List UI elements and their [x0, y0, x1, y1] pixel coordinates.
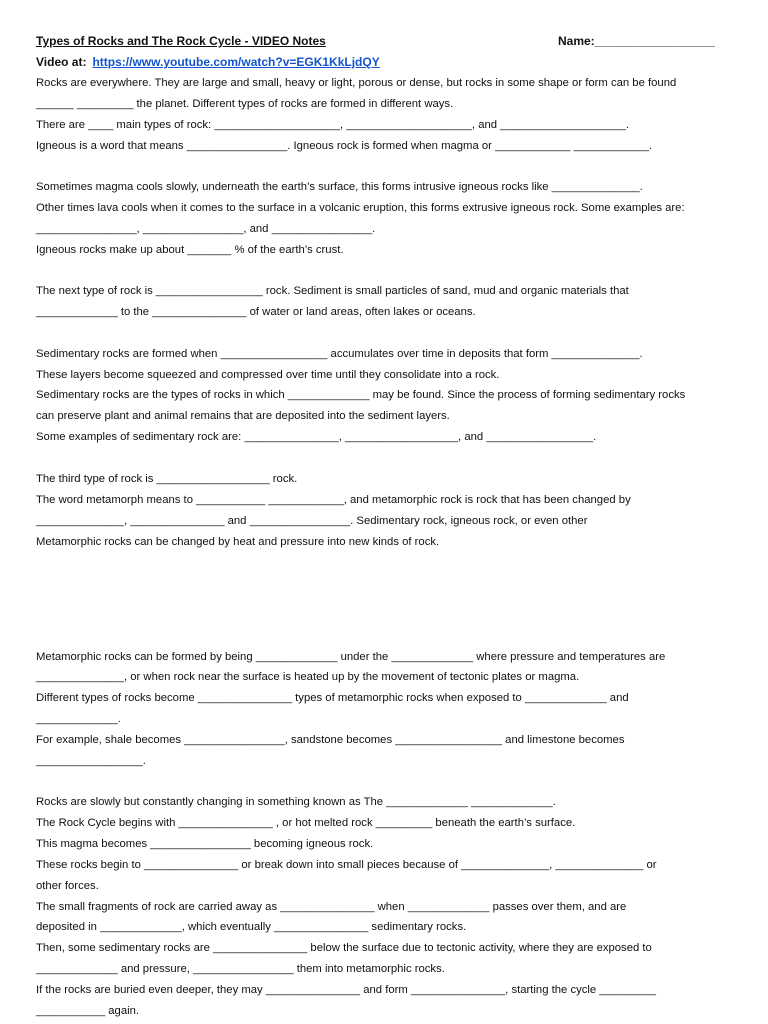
text-line: Then, some sedimentary rocks are _______________ below the surface due to tectonic activity, where they are exposed to — [36, 942, 652, 954]
text-line: Sedimentary rocks are the types of rocks in which _____________ may be found. Since the process of forming sedimentary rocks — [36, 389, 686, 401]
text-line: The word metamorph means to ___________ ____________, and metamorphic rock is rock that has been changed by — [36, 494, 631, 506]
text-line: The third type of rock is __________________ rock. — [36, 473, 298, 485]
text-line: _____________ to the _______________ of water or land areas, often lakes or oceans. — [36, 306, 476, 318]
worksheet-header — [36, 34, 736, 48]
text-line: These rocks begin to _______________ or break down into small pieces because of ______________, ______________ or — [36, 859, 657, 871]
text-line: The Rock Cycle begins with _______________ , or hot melted rock _________ beneath the earth’s surface. — [36, 817, 576, 829]
text-line: Metamorphic rocks can be formed by being _____________ under the _____________ where pressure and temperatures are — [36, 651, 666, 663]
text-line: Some examples of sedimentary rock are: _______________, __________________, and _________________. — [36, 431, 597, 443]
text-line: Igneous is a word that means ________________. Igneous rock is formed when magma or ____________ ____________. — [36, 140, 653, 152]
text-line: For example, shale becomes ________________, sandstone becomes _________________ and limestone becomes — [36, 734, 625, 746]
text-line: Rocks are everywhere. They are large and small, heavy or light, porous or dense, but rocks in some shape or form can be found — [36, 77, 677, 89]
video-link[interactable]: https://www.youtube.com/watch?v=EGK1KkLjdQY — [92, 55, 380, 69]
text-line: ________________, ________________, and ________________. — [36, 223, 376, 235]
text-line: Rocks are slowly but constantly changing in something known as The _____________ _____________. — [36, 796, 556, 808]
text-line: This magma becomes ________________ becoming igneous rock. — [36, 838, 374, 850]
video-label: Video at: — [36, 55, 87, 69]
text-line: can preserve plant and animal remains that are deposited into the sediment layers. — [36, 410, 450, 422]
worksheet-title: Types of Rocks and The Rock Cycle - VIDEO Notes — [36, 34, 326, 48]
text-line: Sedimentary rocks are formed when _________________ accumulates over time in deposits that form ______________. — [36, 348, 643, 360]
text-line: Igneous rocks make up about _______ % of the earth’s crust. — [36, 244, 344, 256]
text-line: other forces. — [36, 880, 99, 892]
text-line: _________________. — [36, 755, 146, 767]
text-line: ______ _________ the planet. Different types of rocks are formed in different ways. — [36, 98, 454, 110]
text-line: deposited in _____________, which eventually _______________ sedimentary rocks. — [36, 921, 467, 933]
text-line: Metamorphic rocks can be changed by heat and pressure into new kinds of rock. — [36, 536, 440, 548]
text-line: These layers become squeezed and compressed over time until they consolidate into a rock. — [36, 369, 500, 381]
video-reference — [36, 55, 380, 69]
text-line: Different types of rocks become _______________ types of metamorphic rocks when exposed to _____________ and — [36, 692, 629, 704]
text-line: Other times lava cools when it comes to the surface in a volcanic eruption, this forms extrusive igneous rock. Some examples are: — [36, 202, 685, 214]
text-line: Sometimes magma cools slowly, underneath the earth’s surface, this forms intrusive igneous rocks like ______________. — [36, 181, 643, 193]
text-line: The small fragments of rock are carried away as _______________ when _____________ passes over them, and are — [36, 901, 627, 913]
text-line: ______________, _______________ and ________________. Sedimentary rock, igneous rock, or even other — [36, 515, 588, 527]
text-line: ___________ again. — [36, 1005, 140, 1017]
text-line: _____________. — [36, 713, 121, 725]
text-line: The next type of rock is _________________ rock. Sediment is small particles of sand, mud and organic materials that — [36, 285, 629, 297]
text-line: If the rocks are buried even deeper, they may _______________ and form _______________, starting the cycle _________ — [36, 984, 656, 996]
text-line: There are ____ main types of rock: ____________________, ____________________, and ____________________. — [36, 119, 629, 131]
text-line: _____________ and pressure, ________________ them into metamorphic rocks. — [36, 963, 445, 975]
text-line: ______________, or when rock near the surface is heated up by the movement of tectonic plates or magma. — [36, 671, 580, 683]
name-field-label: Name:__________________ — [558, 34, 715, 48]
